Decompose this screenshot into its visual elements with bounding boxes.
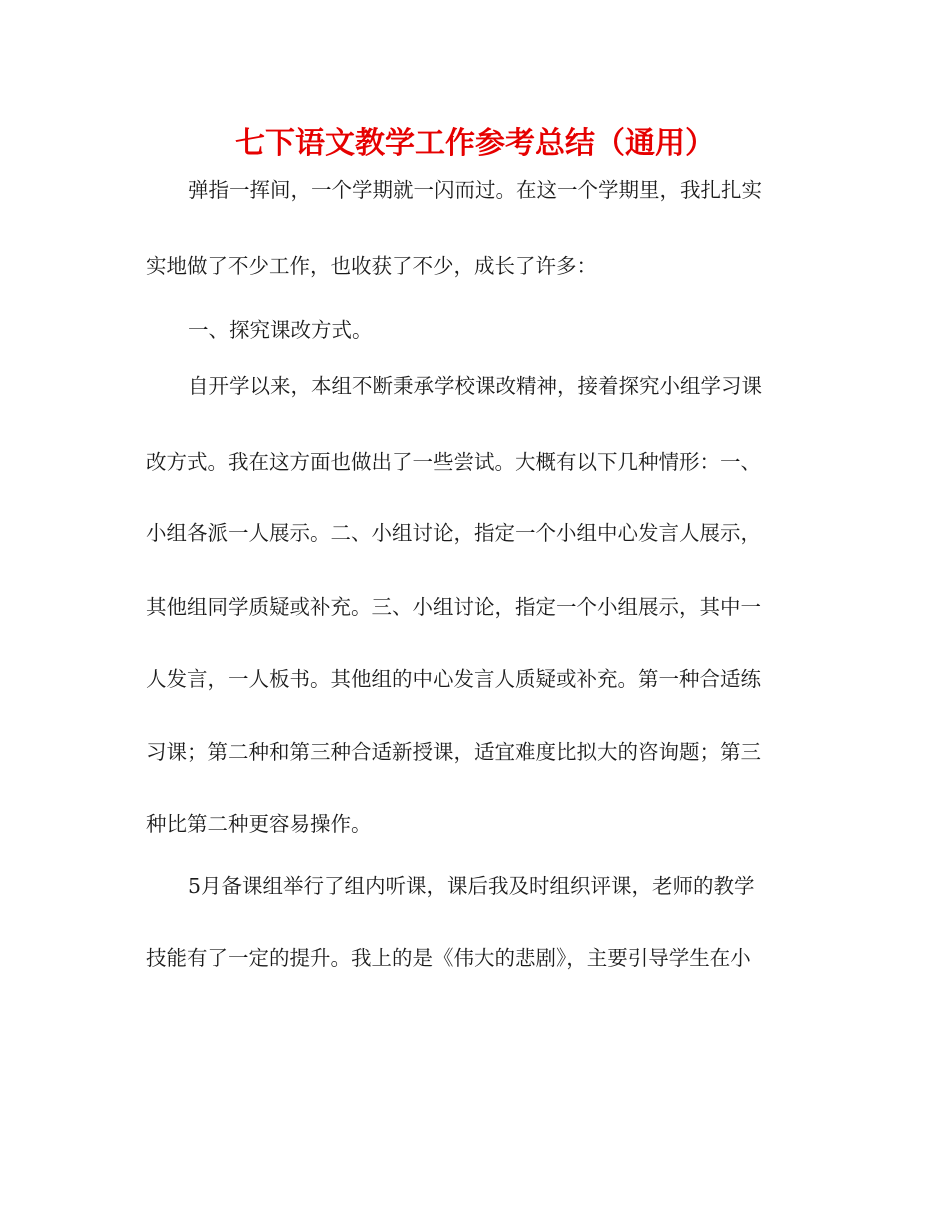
- paragraph-line: 人发言，一人板书。其他组的中心发言人质疑或补充。第一种合适练: [146, 667, 761, 691]
- section-heading: 一、探究课改方式。: [188, 318, 373, 342]
- paragraph-line: 改方式。我在这方面也做出了一些尝试。大概有以下几种情形：一、: [146, 450, 761, 474]
- paragraph-line: 小组各派一人展示。二、小组讨论，指定一个小组中心发言人展示，: [146, 521, 761, 545]
- paragraph-line: 弹指一挥间，一个学期就一闪而过。在这一个学期里，我扎扎实: [188, 178, 762, 202]
- paragraph-line: 种比第二种更容易操作。: [146, 812, 372, 836]
- paragraph-line: 自开学以来，本组不断秉承学校课改精神，接着探究小组学习课: [188, 374, 762, 398]
- document-title: 七下语文教学工作参考总结（通用）: [235, 126, 715, 161]
- paragraph-line: 技能有了一定的提升。我上的是《伟大的悲剧》，主要引导学生在小: [146, 946, 751, 970]
- paragraph-line: 实地做了不少工作，也收获了不少，成长了许多：: [146, 254, 597, 278]
- paragraph-line: 习课；第二种和第三种合适新授课，适宜难度比拟大的咨询题；第三: [146, 740, 761, 764]
- paragraph-line: 其他组同学质疑或补充。三、小组讨论，指定一个小组展示，其中一: [146, 595, 761, 619]
- paragraph-line: 5月备课组举行了组内听课，课后我及时组织评课，老师的教学: [188, 874, 755, 898]
